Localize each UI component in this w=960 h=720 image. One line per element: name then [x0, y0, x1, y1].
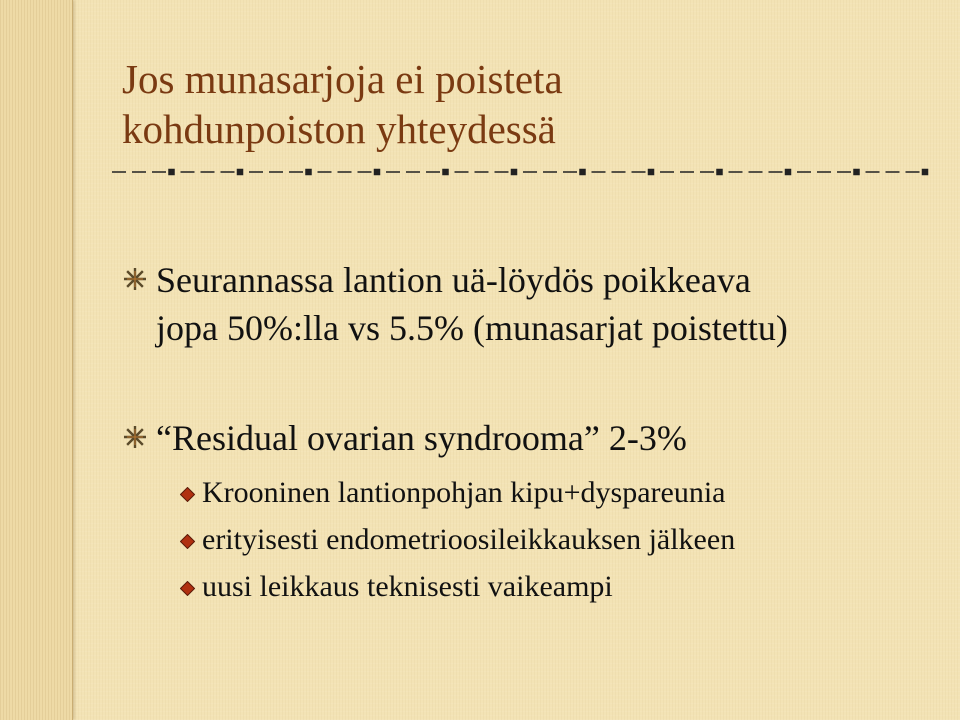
- asterisk-bullet-icon: [124, 426, 146, 448]
- left-decorative-stripe: [0, 0, 73, 720]
- title-line-1: Jos munasarjoja ei poisteta: [122, 56, 563, 102]
- sub-bullet-item: [180, 475, 725, 511]
- divider-square: [375, 170, 380, 175]
- title-divider: [112, 164, 932, 180]
- diamond-bullet-icon: [180, 534, 195, 549]
- divider-square: [717, 170, 722, 175]
- divider-square: [580, 170, 585, 175]
- sub-bullet-item: [180, 522, 735, 558]
- sub-bullet-text-3: uusi leikkaus teknisesti vaikeampi: [202, 570, 613, 603]
- diamond-bullet-icon: [180, 487, 195, 502]
- slide-title: [122, 54, 563, 154]
- divider-square: [649, 170, 654, 175]
- asterisk-bullet-icon: [124, 268, 146, 290]
- title-line-2: kohdunpoiston yhteydessä: [122, 106, 556, 152]
- bullet-1-line-2: jopa 50%:lla vs 5.5% (munasarjat poistettu): [156, 308, 788, 348]
- bullet-2-text: “Residual ovarian syndrooma” 2-3%: [156, 418, 687, 458]
- bullet-item-2: [128, 414, 687, 462]
- sub-bullet-item: [180, 569, 613, 605]
- divider-square: [238, 170, 243, 175]
- sub-bullet-text-1: Krooninen lantionpohjan kipu+dyspareunia: [202, 476, 726, 509]
- bullet-item-1: [128, 256, 788, 352]
- divider-square: [169, 170, 174, 175]
- bullet-1-line-1: Seurannassa lantion uä-löydös poikkeava: [156, 260, 751, 300]
- divider-square: [786, 170, 791, 175]
- divider-square: [306, 170, 311, 175]
- divider-square: [854, 170, 859, 175]
- sub-bullet-text-2: erityisesti endometrioosileikkauksen jälkeen: [202, 523, 736, 556]
- divider-square: [923, 170, 928, 175]
- divider-square: [443, 170, 448, 175]
- divider-square: [512, 170, 517, 175]
- diamond-bullet-icon: [180, 581, 195, 596]
